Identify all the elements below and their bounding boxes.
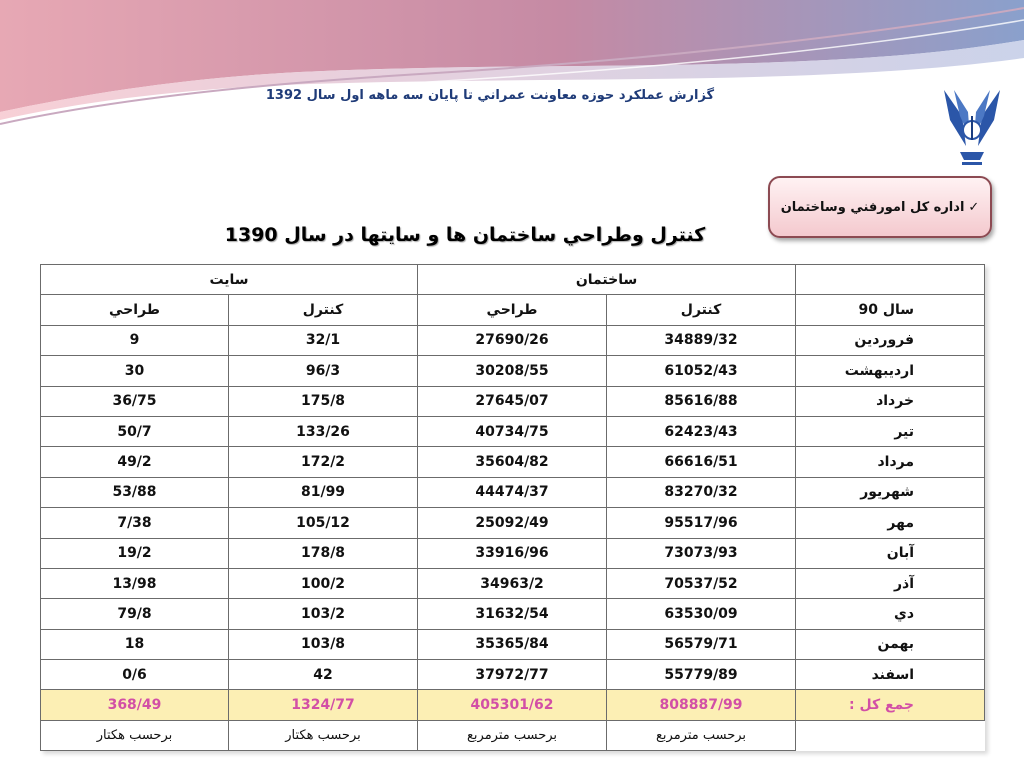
cell-month: اسفند (796, 660, 985, 690)
corner-cell (796, 265, 985, 295)
cell-site-design: 50/7 (41, 416, 229, 446)
cell-building-design: 37972/77 (418, 660, 607, 690)
cell-site-design: 13/98 (41, 568, 229, 598)
cell-building-control: 85616/88 (607, 386, 796, 416)
cell-building-design: 34963/2 (418, 568, 607, 598)
cell-building-control: 62423/43 (607, 416, 796, 446)
cell-month: خرداد (796, 386, 985, 416)
table-title: كنترل وطراحي ساختمان ها و سايتها در سال 1390 (224, 224, 706, 246)
table-row (41, 477, 985, 507)
table-row (41, 538, 985, 568)
table-row (41, 508, 985, 538)
unit-building-design: برحسب مترمربع (418, 720, 607, 750)
cell-building-control: 83270/32 (607, 477, 796, 507)
table-row (41, 447, 985, 477)
site-control-header: كنترل (229, 295, 418, 325)
cell-building-control: 34889/32 (607, 325, 796, 355)
cell-month: دي (796, 599, 985, 629)
cell-site-design: 49/2 (41, 447, 229, 477)
sub-header-row (41, 295, 985, 325)
cell-building-design: 35604/82 (418, 447, 607, 477)
table-row (41, 325, 985, 355)
units-blank-cell (796, 720, 985, 750)
cell-building-control: 70537/52 (607, 568, 796, 598)
unit-site-design: برحسب هكتار (41, 720, 229, 750)
checkmark-icon: ✓ (968, 199, 980, 215)
cell-building-control: 56579/71 (607, 629, 796, 659)
total-building-control: 808887/99 (607, 690, 796, 720)
table-row (41, 629, 985, 659)
unit-building-control: برحسب مترمربع (607, 720, 796, 750)
cell-site-control: 100/2 (229, 568, 418, 598)
total-site-control: 1324/77 (229, 690, 418, 720)
table-row (41, 660, 985, 690)
cell-site-design: 79/8 (41, 599, 229, 629)
site-group-header: سايت (41, 265, 418, 295)
cell-site-design: 19/2 (41, 538, 229, 568)
table-row (41, 599, 985, 629)
cell-site-design: 18 (41, 629, 229, 659)
table-row (41, 386, 985, 416)
cell-month: مهر (796, 508, 985, 538)
cell-building-control: 95517/96 (607, 508, 796, 538)
table-row (41, 416, 985, 446)
cell-building-control: 66616/51 (607, 447, 796, 477)
cell-building-control: 73073/93 (607, 538, 796, 568)
cell-month: مرداد (796, 447, 985, 477)
cell-site-control: 172/2 (229, 447, 418, 477)
site-design-header: طراحي (41, 295, 229, 325)
total-site-design: 368/49 (41, 690, 229, 720)
building-design-header: طراحي (418, 295, 607, 325)
cell-month: ارديبهشت (796, 356, 985, 386)
total-building-design: 405301/62 (418, 690, 607, 720)
table-row (41, 356, 985, 386)
cell-building-control: 61052/43 (607, 356, 796, 386)
total-label: جمع كل : (796, 690, 985, 720)
cell-building-control: 63530/09 (607, 599, 796, 629)
cell-site-design: 30 (41, 356, 229, 386)
cell-month: فروردين (796, 325, 985, 355)
cell-site-control: 32/1 (229, 325, 418, 355)
cell-building-design: 27690/26 (418, 325, 607, 355)
cell-site-control: 96/3 (229, 356, 418, 386)
cell-building-design: 40734/75 (418, 416, 607, 446)
group-header-row (41, 265, 985, 295)
cell-building-design: 35365/84 (418, 629, 607, 659)
units-row (41, 720, 985, 750)
cell-building-design: 33916/96 (418, 538, 607, 568)
cell-building-design: 27645/07 (418, 386, 607, 416)
cell-site-control: 103/2 (229, 599, 418, 629)
data-table (40, 264, 985, 751)
report-title: گزارش عملکرد حوزه معاونت عمراني تا پايان سه ماهه اول سال 1392 (265, 88, 715, 103)
cell-site-design: 36/75 (41, 386, 229, 416)
cell-site-control: 103/8 (229, 629, 418, 659)
unit-site-control: برحسب هكتار (229, 720, 418, 750)
cell-site-design: 7/38 (41, 508, 229, 538)
total-row (41, 690, 985, 720)
cell-site-control: 178/8 (229, 538, 418, 568)
cell-building-design: 31632/54 (418, 599, 607, 629)
cell-site-control: 175/8 (229, 386, 418, 416)
cell-building-control: 55779/89 (607, 660, 796, 690)
cell-site-control: 133/26 (229, 416, 418, 446)
building-control-header: كنترل (607, 295, 796, 325)
cell-site-design: 53/88 (41, 477, 229, 507)
cell-month: آذر (796, 568, 985, 598)
cell-month: شهريور (796, 477, 985, 507)
department-label: اداره كل امورفني وساختمان (780, 199, 965, 215)
cell-site-control: 81/99 (229, 477, 418, 507)
year-header: سال 90 (796, 295, 985, 325)
table-body (41, 325, 985, 690)
cell-site-design: 9 (41, 325, 229, 355)
university-logo-icon (940, 86, 1004, 168)
cell-site-control: 105/12 (229, 508, 418, 538)
cell-building-design: 44474/37 (418, 477, 607, 507)
cell-site-control: 42 (229, 660, 418, 690)
cell-month: آبان (796, 538, 985, 568)
cell-building-design: 30208/55 (418, 356, 607, 386)
cell-site-design: 0/6 (41, 660, 229, 690)
table-row (41, 568, 985, 598)
building-group-header: ساختمان (418, 265, 796, 295)
department-badge (768, 176, 992, 238)
cell-month: بهمن (796, 629, 985, 659)
cell-month: تير (796, 416, 985, 446)
cell-building-design: 25092/49 (418, 508, 607, 538)
header-wave-banner (0, 0, 1024, 130)
